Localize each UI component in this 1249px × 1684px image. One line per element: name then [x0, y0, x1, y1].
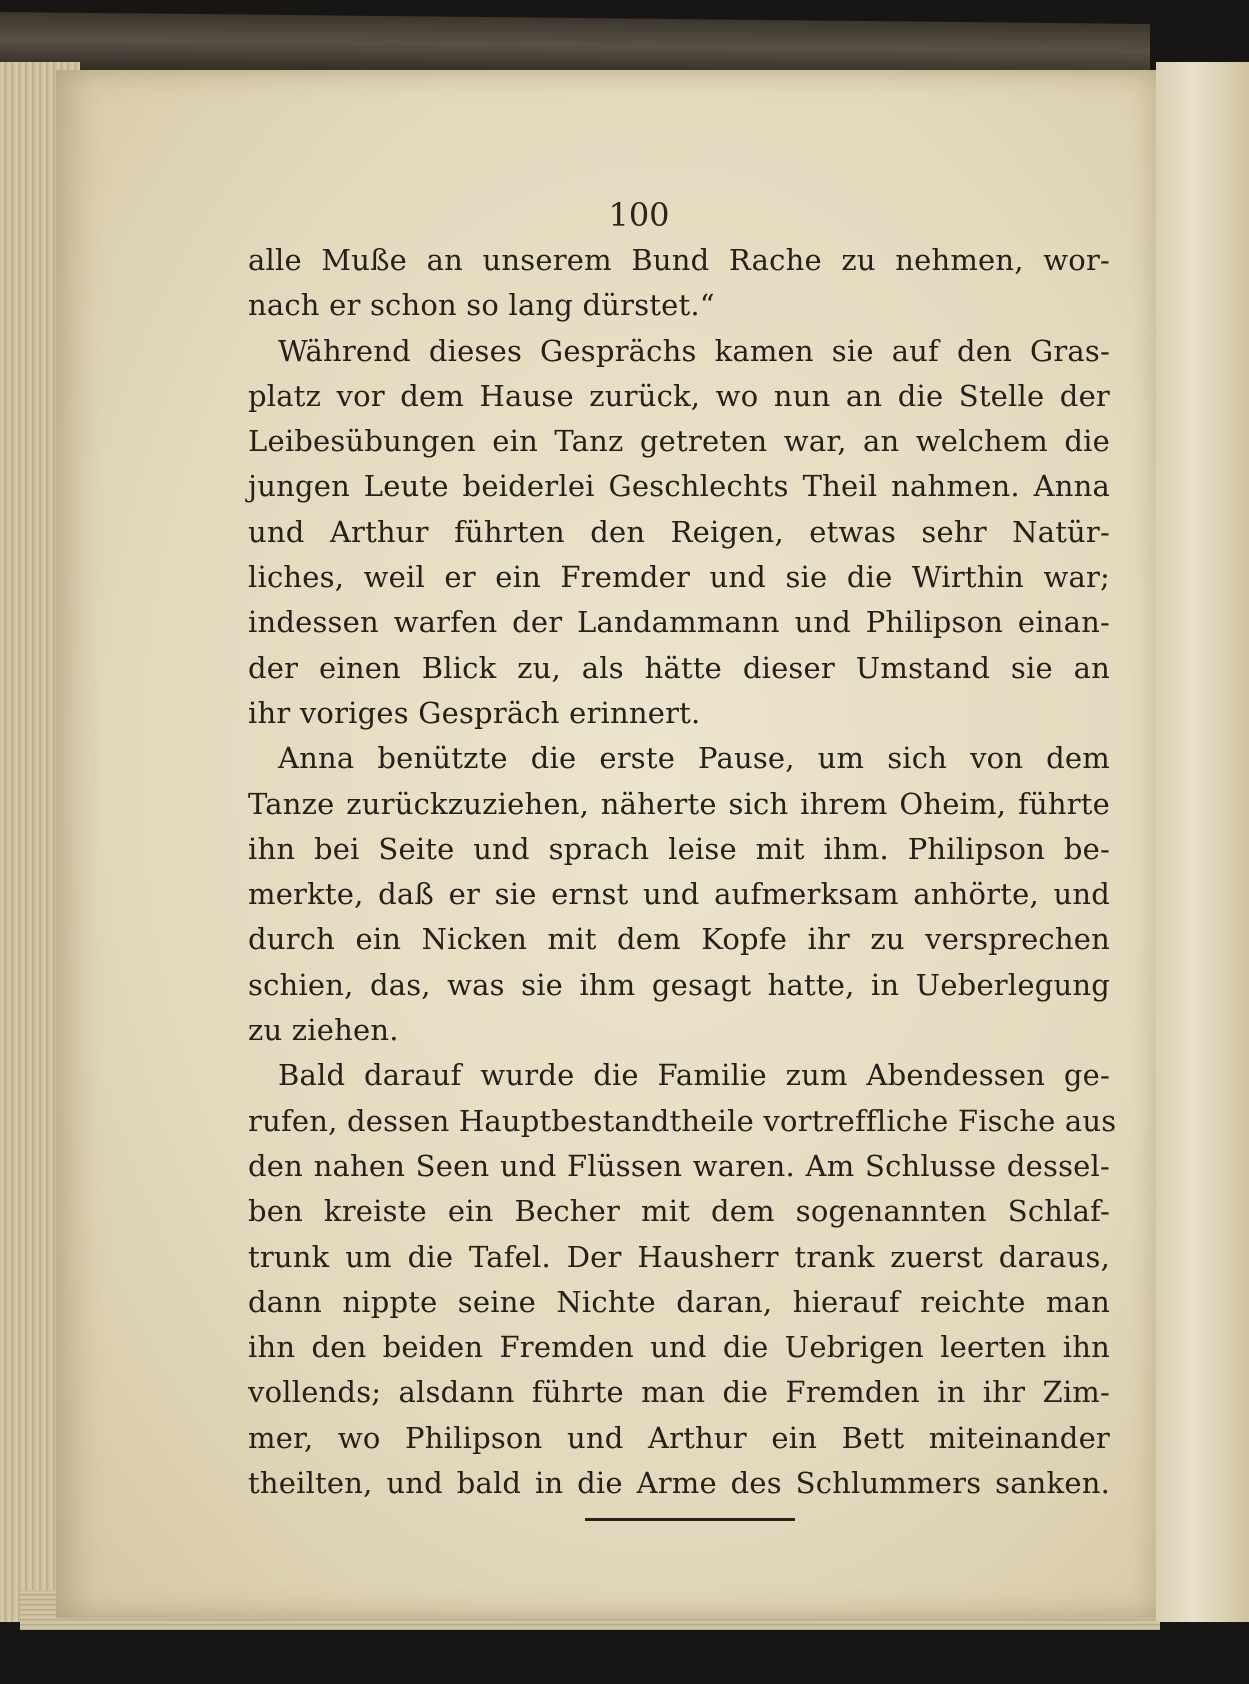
page-number: 100 [608, 196, 670, 234]
text-line: ihn bei Seite und sprach leise mit ihm. Philipson be- [248, 831, 1110, 866]
text-line: trunk um die Tafel. Der Hausherr trank zuerst daraus, [248, 1239, 1110, 1274]
text-line: zu ziehen. [248, 1013, 399, 1048]
text-line: durch ein Nicken mit dem Kopfe ihr zu versprechen [248, 922, 1110, 957]
text-line: dann nippte seine Nichte daran, hierauf reichte man [248, 1284, 1110, 1319]
facing-page-edge [1156, 62, 1249, 1622]
text-line: ihr voriges Gespräch erinnert. [248, 695, 701, 730]
text-line: jungen Leute beiderlei Geschlechts Theil nahmen. Anna [248, 469, 1110, 504]
text-line: Während dieses Gesprächs kamen sie auf den Gras- [278, 333, 1110, 368]
text-line: nach er schon so lang dürstet.“ [248, 288, 715, 323]
text-line: mer, wo Philipson und Arthur ein Bett miteinander [248, 1420, 1110, 1455]
text-line: merkte, daß er sie ernst und aufmerksam anhörte, und [248, 877, 1110, 912]
text-line: schien, das, was sie ihm gesagt hatte, in Ueberlegung [248, 967, 1110, 1002]
text-line: Anna benützte die erste Pause, um sich von dem [278, 741, 1110, 776]
text-line: alle Muße an unserem Bund Rache zu nehmen, wor- [248, 243, 1110, 277]
text-line: ben kreiste ein Becher mit dem sogenannten Schlaf- [248, 1194, 1110, 1229]
text-line: theilten, und bald in die Arme des Schlummers sanken. [248, 1466, 1110, 1501]
text-line: der einen Blick zu, als hätte dieser Umstand sie an [248, 650, 1110, 685]
text-line: ihn den beiden Fremden und die Uebrigen leerten ihn [248, 1330, 1110, 1365]
text-line: Leibesübungen ein Tanz getreten war, an welchem die [248, 424, 1110, 459]
text-line: platz vor dem Hause zurück, wo nun an die Stelle der [248, 378, 1110, 413]
text-line: vollends; alsdann führte man die Fremden in ihr Zim- [248, 1375, 1110, 1410]
text-line: rufen, dessen Hauptbestandtheile vortreffliche Fische aus [248, 1103, 1117, 1138]
body-text [248, 238, 1117, 1506]
text-line: indessen warfen der Landammann und Philipson einan- [248, 605, 1110, 640]
text-line: Tanze zurückzuziehen, näherte sich ihrem Oheim, führte [248, 786, 1110, 821]
end-rule [585, 1518, 795, 1521]
text-line: den nahen Seen und Flüssen waren. Am Schlusse dessel- [248, 1148, 1110, 1183]
text-line: Bald darauf wurde die Familie zum Abendessen ge- [278, 1058, 1110, 1093]
text-line: und Arthur führten den Reigen, etwas sehr Natür- [248, 514, 1110, 549]
text-line: liches, weil er ein Fremder und sie die Wirthin war; [248, 560, 1110, 595]
